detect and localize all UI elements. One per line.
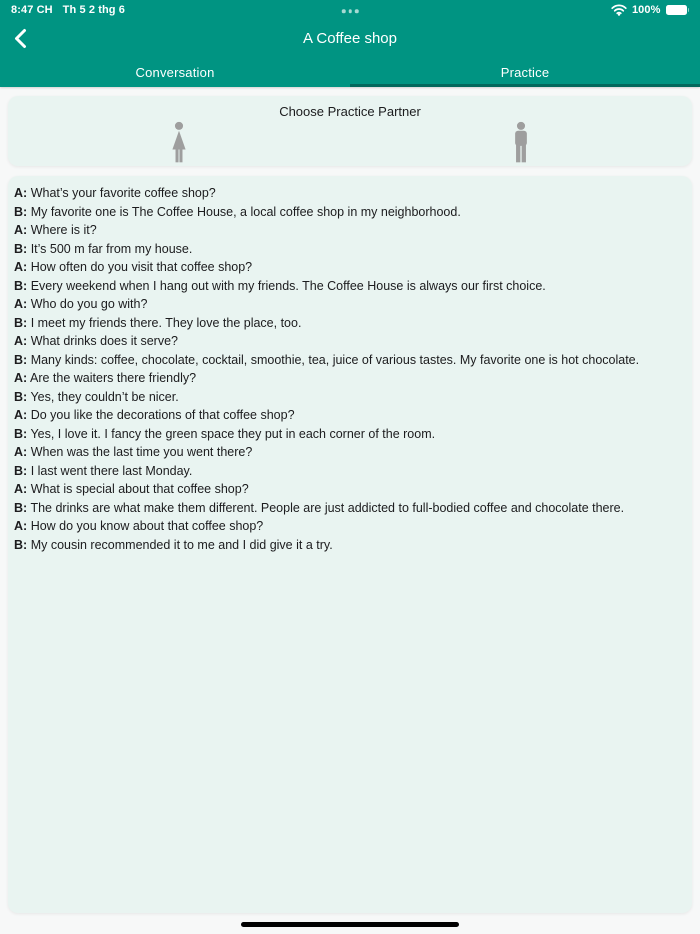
line-text: It’s 500 m far from my house. [30,241,193,256]
speaker-label: A: [14,260,28,274]
conversation-line [14,499,686,518]
speaker-label: A: [14,371,28,385]
tab-practice[interactable] [350,57,700,87]
line-text: Every weekend when I hang out with my friends. The Coffee House is always our first choice. [30,278,546,293]
conversation-line [14,406,686,425]
conversation-line [14,369,686,388]
line-text: What is special about that coffee shop? [30,482,249,496]
speaker-label: B: [14,389,28,404]
line-text: I last went there last Monday. [30,463,193,478]
speaker-label: B: [14,278,28,293]
conversation-line [14,221,686,240]
speaker-label: A: [14,186,28,200]
conversation-line [14,536,686,555]
conversation-line [14,295,686,314]
conversation-line [14,388,686,407]
practice-partner-card [8,96,692,166]
date-label: Th 5 2 thg 6 [62,4,125,16]
male-person-icon [510,155,532,170]
conversation-line [14,332,686,351]
navigation-bar [0,20,700,57]
line-text: Are the waiters there friendly? [30,371,197,385]
home-indicator[interactable] [241,922,459,927]
battery-icon [666,5,690,15]
line-text: Where is it? [30,223,97,237]
conversation-line [14,184,686,203]
speaker-label: B: [14,315,28,330]
line-text: My favorite one is The Coffee House, a local coffee shop in my neighborhood. [30,204,461,219]
conversation-line [14,425,686,444]
speaker-label: B: [14,463,28,478]
tab-label: Conversation [135,64,215,80]
speaker-label: B: [14,352,28,367]
speaker-label: B: [14,537,28,552]
back-button[interactable] [8,20,33,57]
conversation-line [14,351,686,370]
speaker-label: B: [14,241,28,256]
speaker-label: B: [14,204,28,219]
speaker-label: A: [14,408,28,422]
speaker-label: A: [14,297,28,311]
conversation-line [14,258,686,277]
conversation-panel[interactable] [8,176,692,913]
line-text: What’s your favorite coffee shop? [30,186,216,200]
conversation-line [14,443,686,462]
line-text: I meet my friends there. They love the place, too. [30,315,302,330]
speaker-label: B: [14,426,28,441]
status-bar [0,0,700,20]
line-text: My cousin recommended it to me and I did give it a try. [30,537,333,552]
page-title: A Coffee shop [303,30,397,47]
line-text: How often do you visit that coffee shop? [30,260,253,274]
line-text: Do you like the decorations of that coffee shop? [30,408,295,422]
line-text: What drinks does it serve? [30,334,178,348]
line-text: Who do you go with? [30,297,148,311]
male-partner-button[interactable] [510,121,532,167]
conversation-list [14,184,686,554]
ellipsis-indicator-icon [342,9,359,13]
wifi-icon [611,4,627,16]
speaker-label: A: [14,334,28,348]
female-person-icon [168,155,190,170]
tab-label: Practice [500,64,550,80]
speaker-label: A: [14,445,28,459]
conversation-line [14,480,686,499]
conversation-line [14,203,686,222]
tab-conversation[interactable] [0,57,350,87]
line-text: Yes, I love it. I fancy the green space they put in each corner of the room. [30,426,436,441]
female-partner-button[interactable] [168,121,190,167]
practice-partner-title: Choose Practice Partner [279,104,421,119]
conversation-line [14,277,686,296]
line-text: How do you know about that coffee shop? [30,519,264,533]
conversation-line [14,517,686,536]
battery-percent-label: 100% [631,4,661,16]
tab-bar [0,57,700,87]
clock-label: 8:47 CH [11,4,53,16]
line-text: The drinks are what make them different. People are just addicted to full-bodied coffee and chocolate there. [30,500,625,515]
conversation-line [14,240,686,259]
chevron-left-icon [14,28,27,49]
speaker-label: A: [14,482,28,496]
line-text: When was the last time you went there? [30,445,253,459]
conversation-line [14,314,686,333]
conversation-line [14,462,686,481]
line-text: Many kinds: coffee, chocolate, cocktail, smoothie, tea, juice of various tastes. My favorite one is hot chocolate. [30,352,640,367]
speaker-label: A: [14,519,28,533]
speaker-label: B: [14,500,28,515]
line-text: Yes, they couldn’t be nicer. [30,389,179,404]
speaker-label: A: [14,223,28,237]
app-header [0,0,700,87]
